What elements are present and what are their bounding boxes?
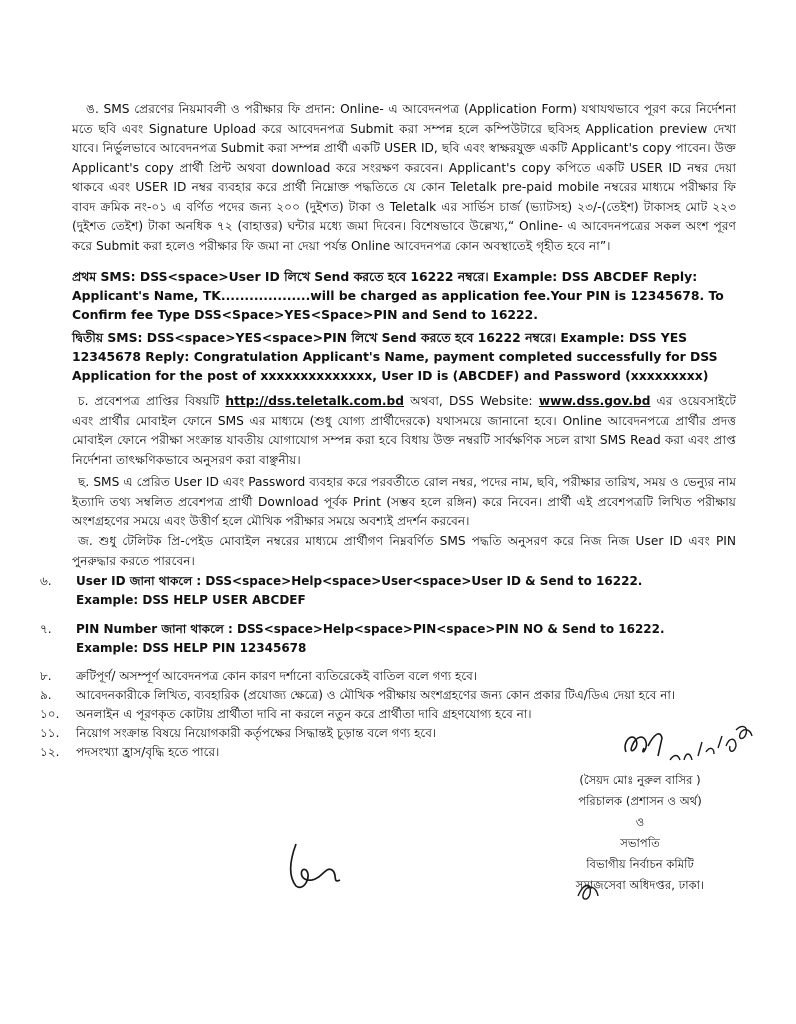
section-download	[72, 473, 736, 532]
section-text-after: এর ওয়েবসাইটে এবং প্রার্থীর মোবাইল ফোনে SMS এর মাধ্যমে (শুধু যোগ্য প্রার্থীদেরকে) যথাসময়ে জানানো হবে। Online আবেদনপত্রে প্রার্থীর প্রদত্ত মোবাইল ফোনে পরীক্ষা সংক্রান্ত যাবতীয় যোগাযোগ সম্পন্ন করা হবে বিধায় উক্ত নম্বরটি সার্বক্ষণিক সচল রাখা SMS Read করা এবং প্রাপ্ত নির্দেশনা তাৎক্ষণিকভাবে অনুসরণ করা বাঞ্ছনীয়।	[72, 394, 737, 467]
list-item	[40, 667, 740, 685]
section-label: ঙ.	[86, 102, 99, 116]
list-example: Example: DSS HELP PIN 12345678	[76, 641, 307, 655]
left-signature	[282, 836, 354, 896]
teletalk-link[interactable]: http://dss.teletalk.com.bd	[225, 394, 404, 408]
list-number: ৯.	[40, 688, 52, 702]
list-example: Example: DSS HELP USER ABCDEF	[76, 593, 306, 607]
signatory-office: সমাজসেবা অধিদপ্তর, ঢাকা।	[575, 878, 705, 892]
list-number: ৮.	[40, 669, 52, 683]
section-text: SMS এ প্রেরিত User ID এবং Password ব্যবহার করে পরবর্তীতে রোল নম্বর, পদের নাম, ছবি, পরীক্ষার তারিখ, সময় ও ভেন্যুর নাম ইত্যাদি তথ্য সম্বলিত প্রবেশপত্র প্রার্থী Download পূর্বক Print (সম্ভব হলে রঙ্গিন) করে নিবেন। প্রার্থী এই প্রবেশপত্রটি লিখিত পরীক্ষায় অংশগ্রহণের সময়ে এবং উত্তীর্ণ হলে মৌখিক পরীক্ষার সময়ে অবশ্যই প্রদর্শন করবেন।	[72, 475, 737, 528]
list-text: নিয়োগ সংক্রান্ত বিষয়ে নিয়োগকারী কর্তৃপক্ষের সিদ্ধান্তই চূড়ান্ত বলে গণ্য হবে।	[76, 726, 437, 740]
handwritten-signature-date	[618, 712, 778, 772]
signatory-name: (সৈয়দ মোঃ নুরুল বাসির )	[579, 773, 701, 787]
list-text: অনলাইন এ পূরণকৃত কোটায় প্রার্থীতা দাবি না করলে নতুন করে প্রার্থীতা দাবি গ্রহণযোগ্য হবে না।	[76, 707, 532, 721]
list-text: আবেদনকারীকে লিখিত, ব্যবহারিক (প্রযোজ্য ক্ষেত্রে) ও মৌখিক পরীক্ষায় অংশগ্রহণের জন্য কোন প্রকার টিএ/ডিএ দেয়া হবে না।	[76, 688, 676, 702]
first-sms-text: প্রথম SMS: DSS<space>User ID লিখে Send করতে হবে 16222 নম্বরে। Example: DSS ABCDEF Reply: Applicant's Name, TK...................will be charged as application fee.Your PIN is 12345678. To Confirm fee Type DSS<Space>YES<Space>PIN and Send to 16222.	[72, 269, 724, 322]
section-label: জ.	[78, 534, 93, 548]
list-number: ১১.	[40, 726, 60, 740]
first-sms-block	[72, 267, 736, 324]
list-number: ১০.	[40, 707, 60, 721]
section-admit-card	[72, 392, 736, 470]
list-text: User ID জানা থাকলে : DSS<space>Help<space>User<space>User ID & Send to 16222.	[76, 574, 643, 588]
section-text: শুধু টেলিটক প্রি-পেইড মোবাইল নম্বরের মাধ্যমে প্রার্থীগণ নিম্নবর্ণিত SMS পদ্ধতি অনুসরণ করে নিজ নিজ User ID এবং PIN পুনরুদ্ধার করতে পারবেন।	[72, 534, 737, 568]
list-number: ৬.	[40, 574, 52, 588]
signatory-committee: বিভাগীয় নির্বাচন কমিটি	[586, 857, 694, 871]
second-sms-text: দ্বিতীয় SMS: DSS<space>YES<space>PIN লিখে Send করতে হবে 16222 নম্বরে। Example: DSS YES 12345678 Reply: Congratulation Applicant's Name, payment completed successfully for DSS Application for the post of xxxxxxxxxxxxxx, User ID is (ABCDEF) and Password (xxxxxxxxx)	[72, 330, 718, 383]
section-sms-rules	[72, 100, 736, 256]
signatory-block	[540, 770, 740, 896]
list-text: ক্রটিপূর্ণ/ অসম্পূর্ণ আবেদনপত্র কোন কারণ দর্শানো ব্যতিরেকেই বাতিল বলে গণ্য হবে।	[76, 669, 478, 683]
section-text: SMS প্রেরণের নিয়মাবলী ও পরীক্ষার ফি প্রদান: Online- এ আবেদনপত্র (Application Form) যথাযথভাবে পূরণ করে নির্দেশনা মতে ছবি এবং Signature Upload করে আবেদনপত্র Submit করা সম্পন্ন হলে কম্পিউটারে ছবিসহ Application preview দেখা যাবে। নির্ভুলভাবে আবেদনপত্র Submit করা সম্পন্ন প্রার্থী একটি USER ID, ছবি এবং স্বাক্ষরযুক্ত একটি Applicant's copy পাবেন। উক্ত Applicant's copy প্রার্থী প্রিন্ট অথবা download করে সংরক্ষণ করবেন। Applicant's copy কপিতে একটি USER ID নম্বর দেয়া থাকবে এবং USER ID নম্বর ব্যবহার করে প্রার্থী নিম্নোক্ত পদ্ধতিতে যে কোন Teletalk pre-paid mobile নম্বরের মাধ্যমে পরীক্ষার ফি বাবদ ক্রমিক নং-০১ এ বর্ণিত পদের জন্য ২০০ (দুইশত) টাকা ও Teletalk এর সার্ভিস চার্জ (ভ্যাটসহ) ২৩/-(তেইশ) টাকাসহ মোট ২২৩ (দুইশত তেইশ) টাকা অনধিক ৭২ (বাহাত্তর) ঘন্টার মধ্যে জমা দিবেন। বিশেষভাবে উল্লেখ্য,“ Online- এ আবেদনপত্রের সকল অংশ পূরণ করে Submit করা হলেও পরীক্ষার ফি জমা না দেয়া পর্যন্ত Online আবেদনপত্র কোন অবস্থাতেই গৃহীত হবে না”।	[72, 102, 736, 253]
signatory-designation: পরিচালক (প্রশাসন ও অর্থ)	[578, 794, 702, 808]
list-text: PIN Number জানা থাকলে : DSS<space>Help<space>PIN<space>PIN NO & Send to 16222.	[76, 622, 665, 636]
signatory-conjunction: ও	[635, 815, 645, 829]
second-sms-block	[72, 328, 736, 385]
section-text-mid: অথবা, DSS Website:	[410, 394, 533, 408]
list-text: পদসংখ্যা হ্রাস/বৃদ্ধি হতে পারে।	[76, 745, 220, 759]
initial-mark	[574, 876, 604, 904]
list-item	[40, 686, 740, 704]
list-number: ১২.	[40, 745, 60, 759]
section-recover	[72, 532, 736, 571]
section-label: ছ.	[78, 475, 90, 489]
signatory-role: সভাপতি	[620, 836, 660, 850]
dss-website-link[interactable]: www.dss.gov.bd	[538, 394, 651, 408]
list-item	[40, 620, 740, 660]
list-item	[40, 572, 740, 612]
section-label: চ.	[78, 394, 89, 408]
list-number: ৭.	[40, 622, 52, 636]
section-text-before: প্রবেশপত্র প্রাপ্তির বিষয়টি	[94, 394, 220, 408]
